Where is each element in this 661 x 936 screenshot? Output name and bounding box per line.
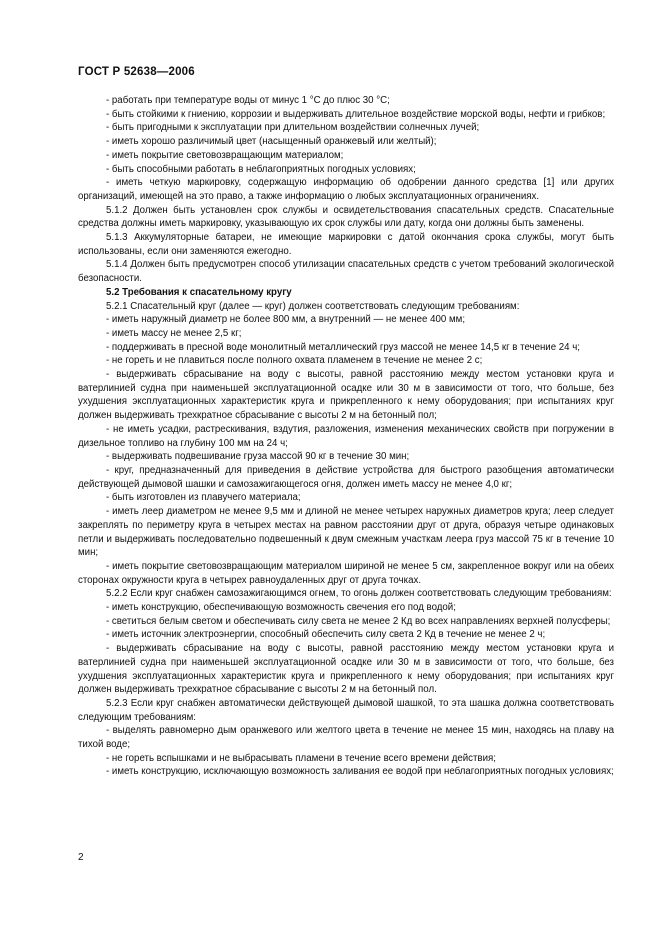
paragraph: 5.1.4 Должен быть предусмотрен способ утилизации спасательных средств с учетом требований экологической безопасности. [78,259,614,285]
paragraph: 5.2.3 Если круг снабжен автоматически действующей дымовой шашкой, то эта шашка должна соответствовать следующим требованиям: [78,697,614,723]
paragraph: - быть стойкими к гниению, коррозии и выдерживать длительное воздействие морской воды, нефти и грибков; [106,108,606,120]
paragraph: 5.1.3 Аккумуляторные батареи, не имеющие маркировки с датой окончания срока службы, могут быть использованы, если они заменяются ежегодно. [78,232,614,257]
paragraph: - иметь конструкцию, обеспечивающую возможность свечения его под водой; [106,602,456,614]
paragraph: - не гореть и не плавиться после полного охвата пламенем в течение не менее 2 с; [106,355,483,367]
paragraph: - иметь наружный диаметр не более 800 мм, а внутренний — не менее 400 мм; [106,314,466,326]
paragraph: - выдерживать подвешивание груза массой 90 кг в течение 30 мин; [106,451,410,463]
paragraph: - иметь леер диаметром не менее 9,5 мм и длиной не менее четырех наружных диаметров круга; леер следует закреплять по периметру круга в четырех местах на равном расстоянии друг от друга, образуя четыре одинаковых петли и выдерживать последовательно подвешенный к двум смежным участкам леера груз массой 75 кг в течение 10 мин; [78,506,614,559]
paragraph: 5.2.2 Если круг снабжен самозажигающимся огнем, то огонь должен соответствовать следующим требованиям: [106,588,612,600]
paragraph: - быть способными работать в неблагоприятных погодных условиях; [106,163,416,175]
paragraph: - иметь конструкцию, исключающую возможность заливания ее водой при неблагоприятных погодных условиях; [106,766,614,778]
paragraph: 5.2.1 Спасательный круг (далее — круг) должен соответствовать следующим требованиям: [106,300,520,312]
paragraph: - круг, предназначенный для приведения в действие устройства для быстрого разобщения автоматически действующей дымовой шашки и самозажигающегося огня, должен иметь массу не менее 4,0 кг; [78,464,614,490]
paragraph: - работать при температуре воды от минус 1 °С до плюс 30 °С; [106,95,390,106]
paragraph: - иметь покрытие световозвращающим материалом; [106,149,344,161]
paragraph: - не иметь усадки, растрескивания, вздутия, разложения, изменения механических свойств при погружении в дизельное топливо на глубину 100 мм на 24 ч; [78,423,614,449]
paragraph: - поддерживать в пресной воде монолитный металлический груз массой не менее 14,5 кг в течение 24 ч; [106,341,581,353]
page-number: 2 [78,852,84,863]
paragraph: - иметь хорошо различимый цвет (насыщенный оранжевый или желтый); [106,136,437,148]
paragraph: - иметь массу не менее 2,5 кг; [106,327,242,339]
section-heading: 5.2 Требования к спасательному кругу [106,286,292,298]
paragraph: - быть изготовлен из плавучего материала; [106,492,301,504]
paragraph: - светиться белым светом и обеспечивать силу света не менее 2 Кд во всех направлениях верхней полусферы; [106,615,611,627]
paragraph: - быть пригодными к эксплуатации при длительном воздействии солнечных лучей; [106,122,480,134]
paragraph: 5.1.2 Должен быть установлен срок службы и освидетельствования спасательных средств. Спасательные средства должны иметь маркировку, указывающую их срок службы или дату, когда они должны быть заменены. [78,204,614,230]
paragraph: - выдерживать сбрасывание на воду с высоты, равной расстоянию между местом установки круга и ватерлинией судна при наименьшей эксплуатационной осадке или 30 м в зависимости от того, что больше, без ухудшения эксплуатационных характеристик круга и прикрепленного к нему оборудования; при испытаниях круг должен выдерживать трехкратное сбрасывание с высоты 2 м на бетонный пол. [78,643,614,696]
paragraph: - иметь источник электроэнергии, способный обеспечить силу света 2 Кд в течение не менее 2 ч; [106,629,546,641]
page-header: ГОСТ Р 52638—2006 [78,66,195,78]
document-body [78,94,614,779]
paragraph: - иметь покрытие световозвращающим материалом шириной не менее 5 см, закрепленное вокруг или на обеих сторонах окружности круга в четырех равноудаленных друг от друга точках. [78,560,614,586]
paragraph: - не гореть вспышками и не выбрасывать пламени в течение всего времени действия; [106,752,496,764]
paragraph: - иметь четкую маркировку, содержащую информацию об одобрении данного средства [1] или других организаций, имеющей на это право, а также информацию о любых эксплуатационных ограничениях. [78,177,614,202]
paragraph: - выделять равномерно дым оранжевого или желтого цвета в течение не менее 15 мин, находясь на плаву на тихой воде; [78,725,614,751]
paragraph: - выдерживать сбрасывание на воду с высоты, равной расстоянию между местом установки круга и ватерлинией судна при наименьшей эксплуатационной осадке или 30 м в зависимости от того, что больше, без ухудшения эксплуатационных характеристик круга и прикрепленного к нему оборудования; при испытаниях круг должен выдерживать трехкратное сбрасывание с высоты 2 м на бетонный пол; [78,369,614,422]
